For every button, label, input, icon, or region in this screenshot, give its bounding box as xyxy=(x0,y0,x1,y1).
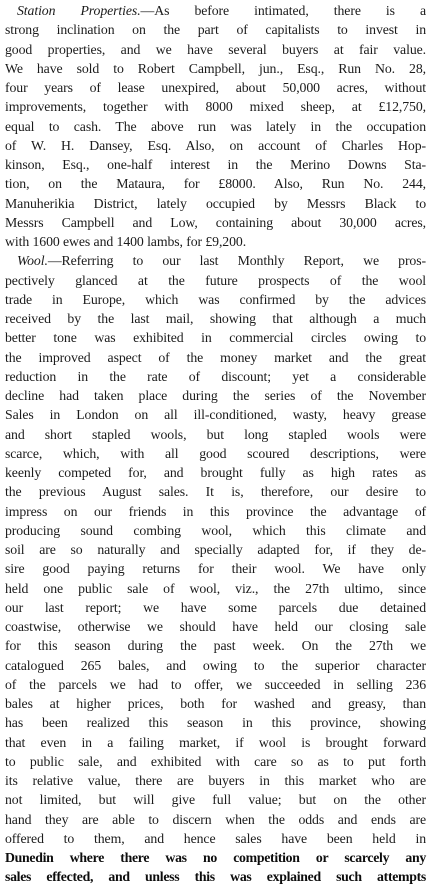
text-line: Sales in London on all ill-conditioned, wasty, heavy grease xyxy=(5,407,426,423)
text-line: four years of lease unexpired, about 50,000 acres, without xyxy=(5,80,426,95)
text-line: Manuherikia District, lately occupied by Messrs Black to xyxy=(5,195,426,211)
text-line: sales effected, and unless this was explained such attempts xyxy=(5,869,426,885)
text-line: better tone was exhibited in commercial circles owing to xyxy=(5,330,426,346)
text-line: for this season during the past week. On the 27th we xyxy=(5,638,426,654)
text-line: its relative value, there are buyers in this market who are xyxy=(5,773,426,788)
text-line: offered to them, and hence sales have been held in xyxy=(5,830,426,846)
text-line: with 1600 ewes and 1400 lambs, for £9,200. xyxy=(5,234,247,249)
text-line: producing sound combing wool, which this climate and xyxy=(5,522,426,538)
text-line xyxy=(5,251,426,270)
text-line: trade in Europe, which was confirmed by the advices xyxy=(5,291,426,307)
text-line: received by the last mail, showing that although a much xyxy=(5,311,426,326)
text-line: soil are so naturally and specially adapted for, if they de- xyxy=(5,542,426,557)
text-line: scarce, which, with all good scoured descriptions, were xyxy=(5,445,426,461)
text-line: equal to cash. The above run was lately in the occupation xyxy=(5,118,426,134)
text-line: the improved aspect of the money market and the great xyxy=(5,349,426,365)
text-line: our last report; we have some parcels due detained xyxy=(5,599,426,615)
text-line: not limited, but will give full value; but on the other xyxy=(5,792,426,808)
text-line: improvements, together with 8000 mixed sheep, at £12,750, xyxy=(5,99,426,115)
text-line-content: —Referring to our last Monthly Report, we pros- xyxy=(47,253,426,269)
text-line: Dunedin where there was no competition or scarcely any xyxy=(5,850,426,865)
text-line: impress on our friends in this province the advantage of xyxy=(5,503,426,519)
section-heading-wool: Wool. xyxy=(17,253,48,269)
text-line: kinson, Esq., one-half interest in the Merino Downs Sta- xyxy=(5,157,426,172)
text-line: tion, on the Mataura, for £8000. Also, Run No. 244, xyxy=(5,176,426,192)
text-line: We have sold to Robert Campbell, jun., Esq., Run No. 28, xyxy=(5,60,426,76)
text-line: hand they are able to discern when the odds and ends are xyxy=(5,811,426,827)
text-line: strong inclination on the part of capitalists to invest in xyxy=(5,22,426,38)
paragraph-station-properties xyxy=(5,1,426,251)
text-line: and short stapled wools, but long stapled wools were xyxy=(5,426,426,442)
text-line: catalogued 265 bales, and owing to the superior character xyxy=(5,657,426,673)
text-line: keenly competed for, and brought fully as high rates as xyxy=(5,465,426,480)
text-line: decline had taken place during the series of the November xyxy=(5,388,426,403)
text-line: pectively glanced at the future prospects of the wool xyxy=(5,272,426,288)
text-line: the previous August sales. It is, therefore, our desire to xyxy=(5,484,426,500)
text-line: held one public sale of wool, viz., the 27th ultimo, since xyxy=(5,580,426,596)
text-line: to public sale, and exhibited with care so as to put forth xyxy=(5,753,426,769)
text-line: that even in a failing market, if wool is brought forward xyxy=(5,734,426,750)
text-line: of W. H. Dansey, Esq. Also, on account of Charles Hop- xyxy=(5,137,426,153)
text-line: coastwise, otherwise we should have held our closing sale xyxy=(5,619,426,634)
text-line: of the parcels we had to offer, we succeeded in selling 236 xyxy=(5,676,426,692)
section-heading-station-properties: Station Properties. xyxy=(17,3,141,18)
text-line-content: —As before intimated, there is a xyxy=(140,3,426,18)
text-line: has been realized this season in this province, showing xyxy=(5,715,426,731)
text-line: bales at higher prices, both for washed and greasy, than xyxy=(5,696,426,711)
text-line xyxy=(5,1,426,20)
paragraph-wool xyxy=(5,251,426,886)
text-line: reduction in the rate of discount; yet a considerable xyxy=(5,368,426,384)
text-line: Messrs Campbell and Low, containing about 30,000 acres, xyxy=(5,214,426,230)
text-line: good properties, and we have several buyers at fair value. xyxy=(5,41,426,57)
text-line: sire good paying returns for their wool. We have only xyxy=(5,561,426,577)
